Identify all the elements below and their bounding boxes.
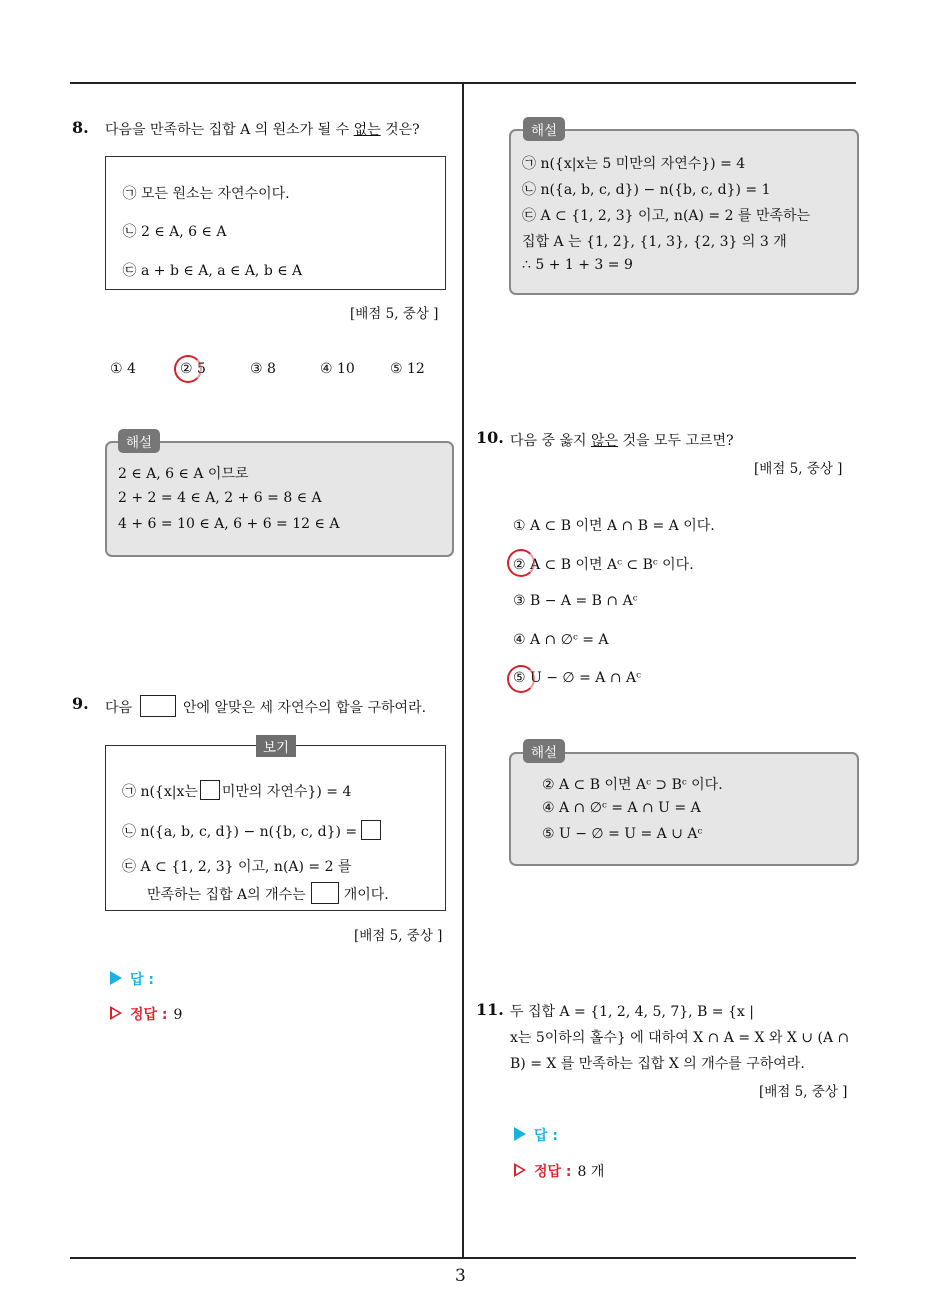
play-icon bbox=[514, 1127, 526, 1141]
q10-choice-1[interactable]: ① A ⊂ B 이면 A ∩ B = A 이다. bbox=[513, 518, 715, 534]
q8-choice-2[interactable]: ② 5 bbox=[180, 361, 206, 377]
q9-cond3b-pre: 만족하는 집합 A의 개수는 bbox=[147, 887, 306, 903]
q9-condition-3b bbox=[147, 882, 389, 904]
q9-correct-value: 9 bbox=[173, 1007, 183, 1023]
q9-score: [배점 5, 중상 ] bbox=[354, 928, 443, 944]
q8-condition-3 bbox=[122, 260, 302, 280]
q10-score: [배점 5, 중상 ] bbox=[754, 461, 843, 477]
q8-text-pre: 다음을 만족하는 집합 A 의 원소가 될 수 bbox=[105, 122, 354, 138]
q10-number: 10. bbox=[476, 428, 504, 447]
q8-number: 8. bbox=[72, 118, 89, 137]
q10-answer-circle-2 bbox=[507, 549, 535, 577]
q8-question bbox=[105, 119, 420, 139]
q10-solution-line-2: ④ A ∩ ∅ᶜ = A ∩ U = A bbox=[542, 800, 701, 816]
q8-solution-line-2: 2 + 2 = 4 ∈ A, 2 + 6 = 8 ∈ A bbox=[118, 490, 322, 506]
q11-line-3: B) = X 를 만족하는 집합 X 의 개수를 구하여라. bbox=[510, 1056, 805, 1072]
q9-solution-tag: 해설 bbox=[523, 117, 565, 141]
q8-score: [배점 5, 중상 ] bbox=[350, 306, 439, 322]
q9-solution-line-2: ㉡ n({a, b, c, d}) − n({b, c, d}) = 1 bbox=[522, 182, 771, 198]
q8-solution-tag: 해설 bbox=[118, 429, 160, 453]
q9-correct-label: 정답 : bbox=[130, 1007, 168, 1023]
q10-text-under: 않은 bbox=[590, 433, 619, 449]
q10-solution-tag: 해설 bbox=[523, 739, 565, 763]
q11-line-1: 두 집합 A = {1, 2, 4, 5, 7}, B = {x | bbox=[510, 1004, 754, 1020]
q9-cond3b-post: 개이다. bbox=[343, 887, 389, 903]
play-icon bbox=[110, 971, 122, 985]
q9-cond1-blank bbox=[200, 780, 220, 800]
q8-solution-box bbox=[105, 441, 454, 557]
q10-solution-line-3: ⑤ U − ∅ = U = A ∪ Aᶜ bbox=[542, 826, 703, 842]
q8-condition-1 bbox=[122, 183, 290, 203]
q8-condition-1-text: 모든 원소는 자연수이다. bbox=[141, 186, 290, 202]
q9-solution-line-3: ㉢ A ⊂ {1, 2, 3} 이고, n(A) = 2 를 만족하는 bbox=[522, 208, 811, 224]
bottom-rule bbox=[70, 1257, 856, 1259]
q11-correct-label: 정답 : bbox=[534, 1164, 572, 1180]
q9-condition-1 bbox=[122, 780, 351, 801]
q8-solution-line-1: 2 ∈ A, 6 ∈ A 이므로 bbox=[118, 466, 249, 482]
q10-solution-line-1: ② A ⊂ B 이면 Aᶜ ⊃ Bᶜ 이다. bbox=[542, 777, 723, 793]
q9-text-pre: 다음 bbox=[105, 700, 133, 716]
q8-condition-2-text: 2 ∈ A, 6 ∈ A bbox=[141, 224, 227, 240]
q9-correct-row bbox=[110, 1004, 182, 1024]
q9-cond2: ㉡ n({a, b, c, d}) − n({b, c, d}) = bbox=[122, 824, 358, 840]
q11-answer-label: 답 : bbox=[534, 1128, 558, 1144]
q10-choice-4[interactable]: ④ A ∩ ∅ᶜ = A bbox=[513, 632, 609, 648]
q9-solution-box bbox=[509, 129, 859, 295]
q9-solution-line-5: ∴ 5 + 1 + 3 = 9 bbox=[522, 257, 633, 273]
q9-solution-line-4: 집합 A 는 {1, 2}, {1, 3}, {2, 3} 의 3 개 bbox=[522, 234, 787, 250]
q11-number: 11. bbox=[476, 1000, 504, 1019]
q8-choice-5[interactable]: ⑤ 12 bbox=[390, 361, 425, 377]
q9-answer-row[interactable] bbox=[110, 969, 154, 989]
q9-cond3b-blank bbox=[311, 882, 339, 904]
q8-condition-3-mark: ㉢ bbox=[122, 263, 137, 279]
q10-text-pre: 다음 중 옳지 bbox=[510, 433, 591, 449]
play-outline-icon bbox=[514, 1163, 526, 1177]
q9-cond2-blank bbox=[361, 820, 381, 840]
q9-solution-line-1: ㉠ n({x|x는 5 미만의 자연수}) = 4 bbox=[522, 156, 746, 172]
q10-choice-3[interactable]: ③ B − A = B ∩ Aᶜ bbox=[513, 593, 638, 609]
q10-choice-2[interactable]: ② A ⊂ B 이면 Aᶜ ⊂ Bᶜ 이다. bbox=[513, 557, 694, 573]
q9-blank-box bbox=[140, 695, 176, 717]
q8-condition-3-text: a + b ∈ A, a ∈ A, b ∈ A bbox=[141, 263, 303, 279]
q11-line-2: x는 5이하의 홀수} 에 대하여 X ∩ A = X 와 X ∪ (A ∩ bbox=[510, 1030, 850, 1046]
q9-question bbox=[105, 695, 426, 717]
q8-choice-4[interactable]: ④ 10 bbox=[320, 361, 355, 377]
page-number: 3 bbox=[455, 1266, 466, 1286]
q8-condition-2-mark: ㉡ bbox=[122, 224, 137, 240]
q8-choice-1[interactable]: ① 4 bbox=[110, 361, 136, 377]
q8-choice-3[interactable]: ③ 8 bbox=[250, 361, 276, 377]
q8-condition-box bbox=[105, 156, 446, 290]
q11-answer-row[interactable] bbox=[514, 1125, 558, 1145]
q9-number: 9. bbox=[72, 694, 89, 713]
q9-answer-label: 답 : bbox=[130, 972, 154, 988]
q9-cond1-post: 미만의 자연수}) = 4 bbox=[221, 784, 352, 800]
q10-choice-5[interactable]: ⑤ U − ∅ = A ∩ Aᶜ bbox=[513, 670, 641, 686]
q9-condition-3a: ㉢ A ⊂ {1, 2, 3} 이고, n(A) = 2 를 bbox=[122, 859, 352, 875]
q10-question bbox=[510, 430, 734, 450]
q11-score: [배점 5, 중상 ] bbox=[759, 1084, 848, 1100]
column-divider bbox=[462, 83, 464, 1258]
q8-answer-circle bbox=[174, 355, 202, 383]
play-outline-icon bbox=[110, 1006, 122, 1020]
q10-answer-circle-5 bbox=[507, 665, 535, 693]
q10-solution-box bbox=[509, 752, 859, 866]
q8-condition-1-mark: ㉠ bbox=[122, 186, 137, 202]
q8-text-post: 것은? bbox=[380, 122, 420, 138]
q9-cond1-pre: ㉠ n({x|x는 bbox=[122, 784, 198, 800]
q9-condition-2 bbox=[122, 820, 381, 841]
q9-bogi-tag: 보기 bbox=[256, 735, 296, 757]
q8-solution-line-3: 4 + 6 = 10 ∈ A, 6 + 6 = 12 ∈ A bbox=[118, 516, 340, 532]
q9-text-post: 안에 알맞은 세 자연수의 합을 구하여라. bbox=[182, 700, 427, 716]
q8-text-under: 없는 bbox=[353, 122, 381, 138]
q10-text-post: 것을 모두 고르면? bbox=[618, 433, 734, 449]
q8-condition-2 bbox=[122, 221, 226, 241]
q11-correct-row bbox=[514, 1161, 604, 1181]
q9-bogi-box bbox=[105, 745, 446, 911]
q11-correct-value: 8 개 bbox=[577, 1164, 605, 1180]
